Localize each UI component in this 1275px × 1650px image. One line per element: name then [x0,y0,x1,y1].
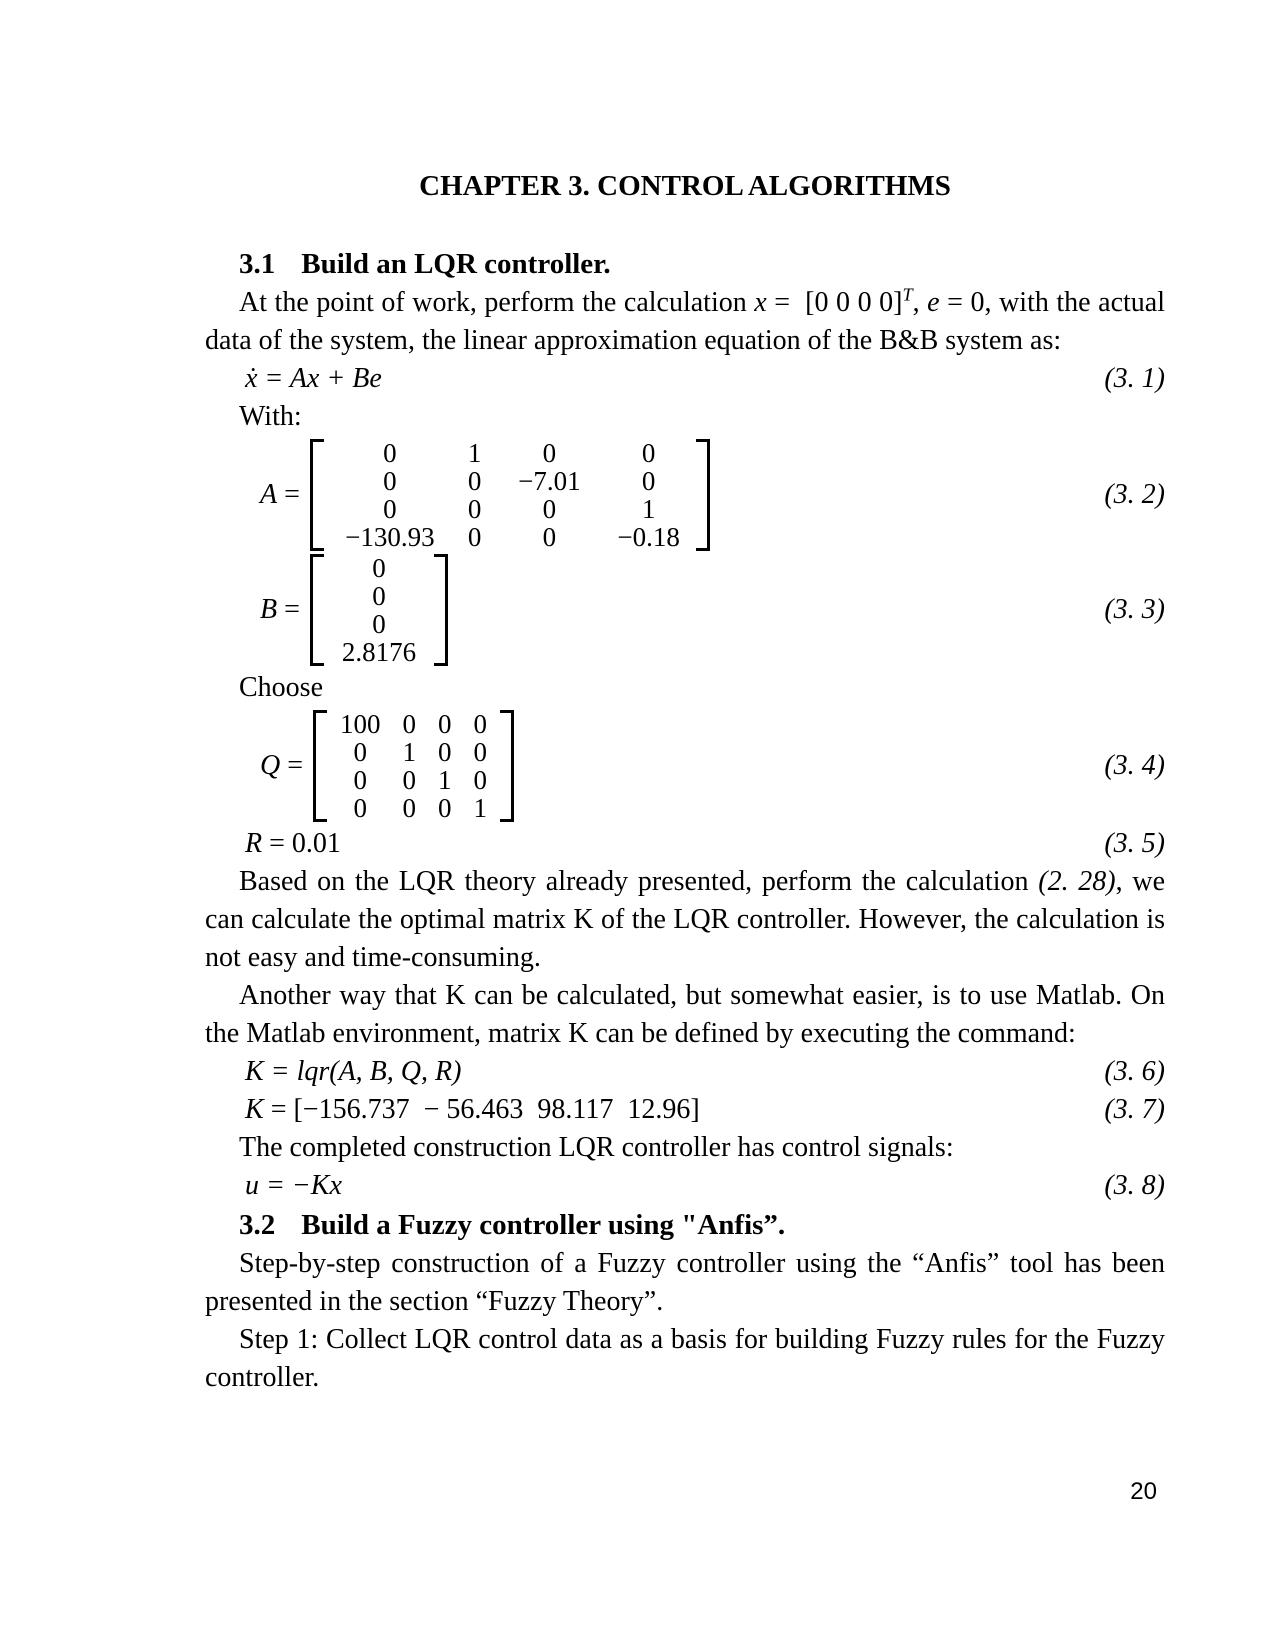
matrix-row [329,794,498,822]
equation-row-matrix-q [205,710,1165,822]
matrix-cell: 0 [383,494,397,524]
matrix-cell: 1 [438,765,452,795]
equation-row-matrix-b [205,554,1165,666]
math-var-R: R [245,828,263,859]
matrix-cell: −0.18 [617,522,680,552]
matrix-label [260,476,300,514]
equation-row-matrix-a [205,439,1165,551]
equation-row-k-command [205,1053,1165,1091]
text-run: At the point of work, perform the calculation [239,287,755,318]
matrix-cell: 1 [467,438,482,468]
matrix-row [329,710,498,738]
matrix-body [313,710,514,822]
section-number: 3.2 [239,1209,276,1241]
matrix-cell: 0 [473,709,488,739]
matrix-cell: 1 [402,737,417,767]
page-content [205,168,1165,1397]
equation-reference: (2. 28) [1038,866,1116,897]
matrix-cell: 0 [542,438,557,468]
right-bracket-icon [500,710,514,822]
matrix-var: Q [260,750,281,781]
equation-number: (3. 8) [1104,1170,1165,1201]
matrix-row [326,467,694,495]
equation-expression: u = −Kx [245,1170,342,1201]
equation-row-r [205,825,1165,863]
matrix-cell: 0 [353,737,368,767]
text-run: , with the actual data of the system, the linear approximation equation of the B&B system as: [205,287,1166,356]
matrix-row [326,554,432,582]
matrix-grid [326,554,432,666]
equals-sign: = [277,479,300,510]
equation-expression [205,1091,700,1129]
equation-row-u [205,1167,1165,1205]
matrix-row [326,610,432,638]
right-bracket-icon [434,554,448,666]
equation-number: (3. 6) [1104,1056,1165,1087]
matrix-cell: 0 [372,609,386,639]
math-superscript-T: T [902,284,913,305]
matrix-grid [326,439,694,551]
paragraph-control-signals: The completed construction LQR controller has control signals: [239,1132,954,1163]
matrix-cell: 0 [473,737,488,767]
page-number: 20 [1130,1478,1157,1505]
matrix-cell: 0 [542,522,557,552]
matrix-cell: 0 [353,765,368,795]
matrix-b [205,554,448,666]
equation-row-k-values [205,1091,1165,1129]
equation-number: (3. 1) [1104,363,1165,394]
matrix-cell: −130.93 [345,522,435,552]
math-var-K: K [245,1094,264,1125]
math-var-e: e [927,287,940,318]
math-run: = 0 [939,287,985,318]
matrix-a [205,439,710,551]
equation-number: (3. 5) [1104,828,1165,859]
paragraph-step1: Step 1: Collect LQR control data as a basis for building Fuzzy rules for the Fuzzy controller. [205,1324,1165,1393]
matrix-cell: 0 [641,438,656,468]
choose-label: Choose [239,672,323,703]
matrix-cell: 0 [372,553,386,583]
left-bracket-icon [313,710,327,822]
paragraph-matlab: Another way that K can be calculated, but somewhat easier, is to use Matlab. On the Matlab environment, matrix K can be defined by executing the command: [205,980,1165,1049]
matrix-cell: 0 [438,737,452,767]
right-bracket-icon [696,439,710,551]
matrix-row [329,766,498,794]
left-bracket-icon [310,554,324,666]
matrix-cell: 0 [353,793,368,823]
matrix-row [326,495,694,523]
matrix-row [326,638,432,666]
math-run: = 0.01 [262,828,341,859]
section-number: 3.1 [239,248,276,280]
section-heading-3-2 [205,1205,1165,1245]
paragraph-intro [205,284,1165,360]
matrix-cell: 0 [402,709,417,739]
with-label: With: [239,401,302,432]
matrix-q [205,710,514,822]
matrix-cell: 0 [402,765,417,795]
matrix-row [326,582,432,610]
paragraph-anfis: Step-by-step construction of a Fuzzy controller using the “Anfis” tool has been presented in the section “Fuzzy Theory”. [205,1248,1165,1317]
matrix-body [310,439,710,551]
matrix-cell: 0 [542,494,557,524]
matrix-row [326,523,694,551]
matrix-grid [329,710,498,822]
matrix-row [326,439,694,467]
matrix-var: A [260,479,278,510]
matrix-row [329,738,498,766]
matrix-cell: 0 [438,709,452,739]
equals-sign: = [277,594,300,625]
section-title: Build an LQR controller. [301,248,611,280]
equation-expression [205,825,341,863]
matrix-cell: 0 [473,765,488,795]
equation-number: (3. 2) [1104,479,1165,510]
matrix-cell: 1 [473,793,488,823]
matrix-cell: 0 [467,522,482,552]
matrix-cell: 0 [383,438,397,468]
equation-row-state [205,360,1165,398]
matrix-cell: 100 [340,709,381,739]
text-run: Based on the LQR theory already presented, perform the calculation [239,866,1039,897]
matrix-label [260,747,303,785]
matrix-cell: −7.01 [518,466,581,496]
equation-expression: ẋ = Ax + Be [245,363,382,394]
matrix-cell: 0 [467,466,482,496]
matrix-cell: 0 [641,466,656,496]
equals-sign: = [280,750,304,781]
matrix-cell: 0 [383,466,397,496]
page-title: CHAPTER 3. CONTROL ALGORITHMS [419,170,951,202]
matrix-cell: 0 [438,793,452,823]
matrix-cell: 0 [467,494,482,524]
matrix-label [260,591,300,629]
math-var-x: x [754,287,767,318]
matrix-cell: 0 [402,793,417,823]
text-run: , [912,287,928,318]
section-heading-3-1 [205,244,1165,284]
left-bracket-icon [310,439,324,551]
equation-number: (3. 4) [1104,750,1165,781]
equation-number: (3. 7) [1104,1094,1165,1125]
equation-expression: K = lqr(A, B, Q, R) [245,1056,462,1087]
math-run: = [0 0 0 0] [766,287,903,318]
matrix-var: B [260,594,278,625]
equation-number: (3. 3) [1104,594,1165,625]
math-run: = [−156.737 − 56.463 98.117 12.96] [263,1094,700,1125]
matrix-cell: 1 [641,494,656,524]
matrix-cell: 2.8176 [341,637,417,667]
matrix-cell: 0 [372,581,386,611]
section-title: Build a Fuzzy controller using "Anfis”. [301,1209,786,1241]
paragraph-lqr-theory [205,863,1165,977]
matrix-body [310,554,448,666]
text-run: , we can calculate the optimal matrix K of the LQR controller. However, the calculation is not easy and time-consuming. [205,866,1165,973]
